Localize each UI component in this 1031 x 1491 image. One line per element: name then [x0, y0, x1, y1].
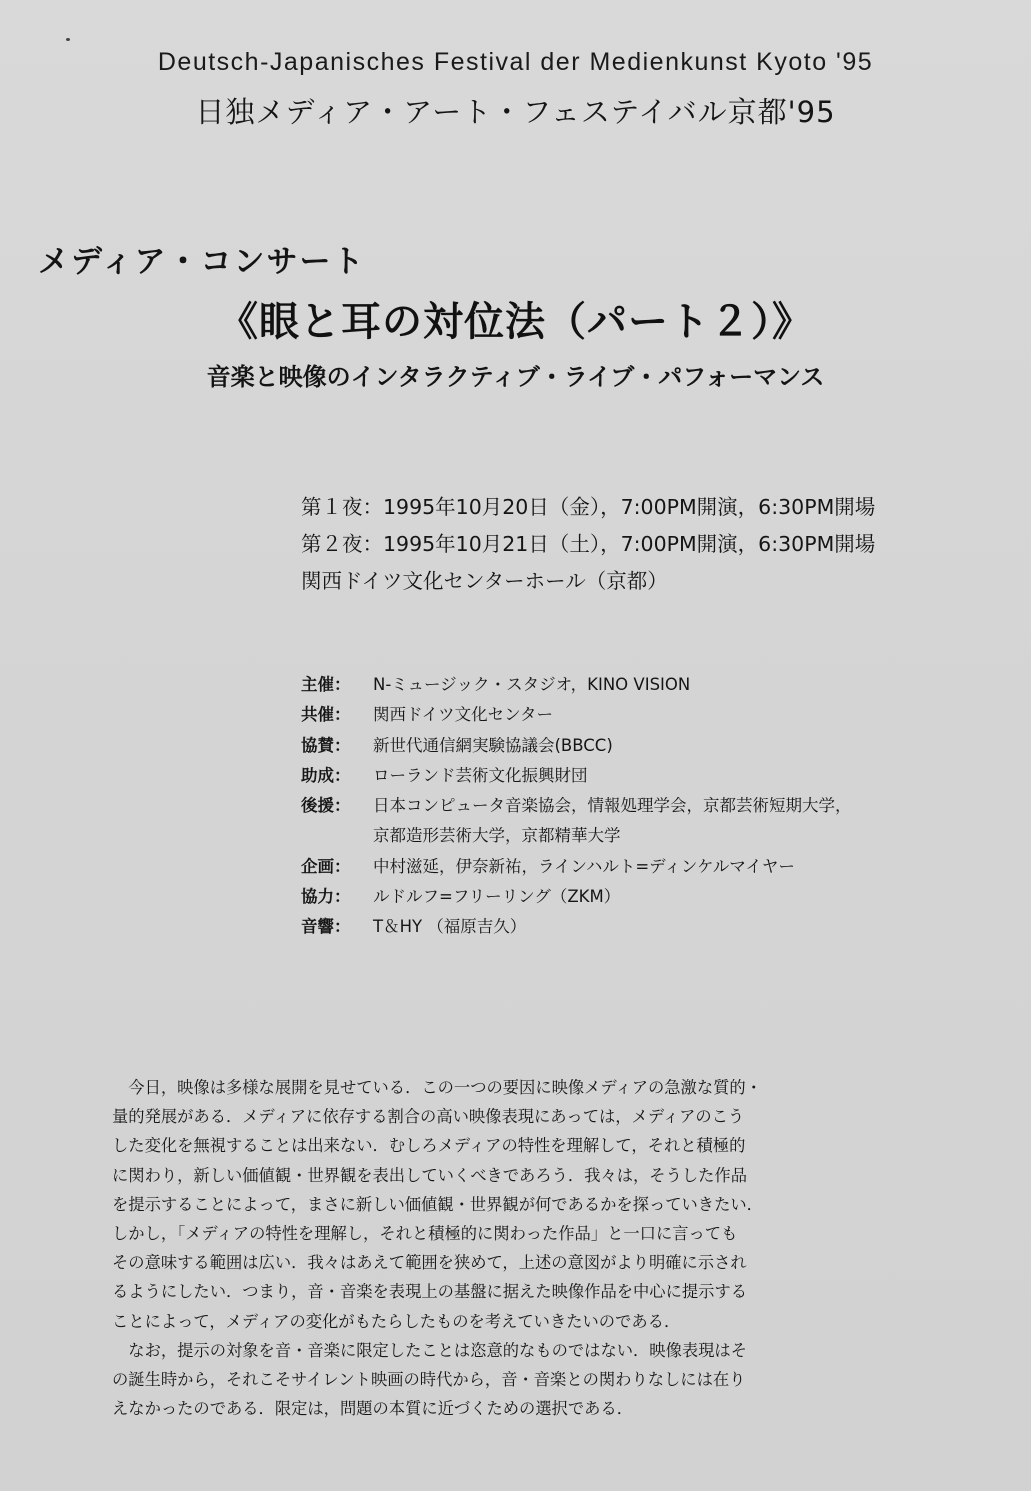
credit-value: 関西ドイツ文化センター	[373, 705, 554, 725]
body-line: なお，提示の対象を音・音楽に限定したことは恣意的なものではない．映像表現はそ	[112, 1340, 747, 1360]
schedule-block	[301, 489, 875, 600]
credit-value: ローランド芸術文化振興財団	[373, 765, 588, 785]
credit-value: 日本コンピュータ音楽協会，情報処理学会，京都芸術短期大学，	[373, 796, 852, 816]
credit-sound	[301, 912, 852, 942]
credit-organizer	[301, 670, 852, 700]
concert-label: メディア・コンサート	[38, 244, 366, 280]
schedule-night-2: 第２夜：1995年10月21日（土），7:00PM開演，6:30PM開場	[301, 532, 876, 556]
credit-cooperation	[301, 882, 852, 912]
credit-key: 企画：	[301, 856, 351, 876]
credit-key: 助成：	[301, 765, 351, 785]
body-line: を提示することによって，まさに新しい価値観・世界観が何であるかを探っていきたい．	[112, 1194, 763, 1214]
festival-title-german: Deutsch-Japanisches Festival der Medienkunst Kyoto '95	[157, 48, 874, 76]
festival-title-japanese: 日独メディア・アート・フェステイバル京都'95	[195, 95, 836, 129]
credit-key: 主催：	[301, 675, 351, 694]
credit-key: 共催：	[301, 705, 351, 725]
body-line: しかし，「メディアの特性を理解し，それと積極的に関わった作品」と一口に言っても	[112, 1224, 738, 1244]
credit-value: N-ミュージック・スタジオ，KINO VISION	[373, 675, 691, 694]
body-line: に関わり，新しい価値観・世界観を表出していくべきであろう．我々は，そうした作品	[112, 1165, 747, 1185]
description-paragraphs	[112, 1073, 912, 1423]
concert-subtitle: 音楽と映像のインタラクティブ・ライブ・パフォーマンス	[206, 363, 825, 391]
body-line: の誕生時から，それこそサイレント映画の時代から，音・音楽との関わりなしには在り	[112, 1370, 746, 1390]
schedule-night-1: 第１夜：1995年10月20日（金），7:00PM開演，6:30PM開場	[301, 495, 876, 519]
concert-title: 《眼と耳の対位法（パート２）》	[218, 299, 813, 345]
credit-planning	[301, 852, 852, 882]
credits-list	[301, 670, 852, 943]
body-line: ことによって，メディアの変化がもたらしたものを考えていきたいのである．	[112, 1311, 681, 1331]
credit-value: T＆HY （福原吉久）	[373, 917, 527, 937]
credit-co-organizer	[301, 700, 852, 730]
credit-value: 新世代通信網実験協議会(BBCC)	[373, 735, 613, 755]
body-line: その意味する範囲は広い．我々はあえて範囲を狭めて，上述の意図がより明確に示され	[112, 1253, 747, 1273]
credit-sponsor	[301, 731, 852, 761]
body-line: 量的発展がある．メディアに依存する割合の高い映像表現にあっては，メディアのこう	[112, 1107, 745, 1127]
credit-support-continuation: 京都造形芸術大学，京都精華大学	[373, 826, 621, 846]
credit-key: 協賛：	[301, 735, 351, 755]
credit-grant	[301, 761, 852, 791]
schedule-venue: 関西ドイツ文化センターホール（京都）	[301, 569, 668, 593]
credit-key: 音響：	[301, 917, 351, 937]
credit-value: ルドルフ=フリーリング（ZKM）	[373, 887, 621, 907]
body-line: るようにしたい．つまり，音・音楽を表現上の基盤に据えた映像作品を中心に提示する	[112, 1282, 747, 1302]
credit-value: 中村滋延，伊奈新祐，ラインハルト=ディンケルマイヤー	[373, 856, 795, 876]
body-line: した変化を無視することは出来ない．むしろメディアの特性を理解して，それと積極的	[112, 1136, 746, 1156]
body-line: えなかったのである．限定は，問題の本質に近づくための選択である．	[112, 1399, 634, 1419]
credit-support	[301, 791, 852, 821]
body-line: 今日，映像は多様な展開を見せている．この一つの要因に映像メディアの急激な質的・	[112, 1078, 762, 1097]
credit-key: 後援：	[301, 796, 351, 816]
credit-key: 協力：	[301, 887, 351, 907]
paper-speck	[66, 38, 70, 41]
